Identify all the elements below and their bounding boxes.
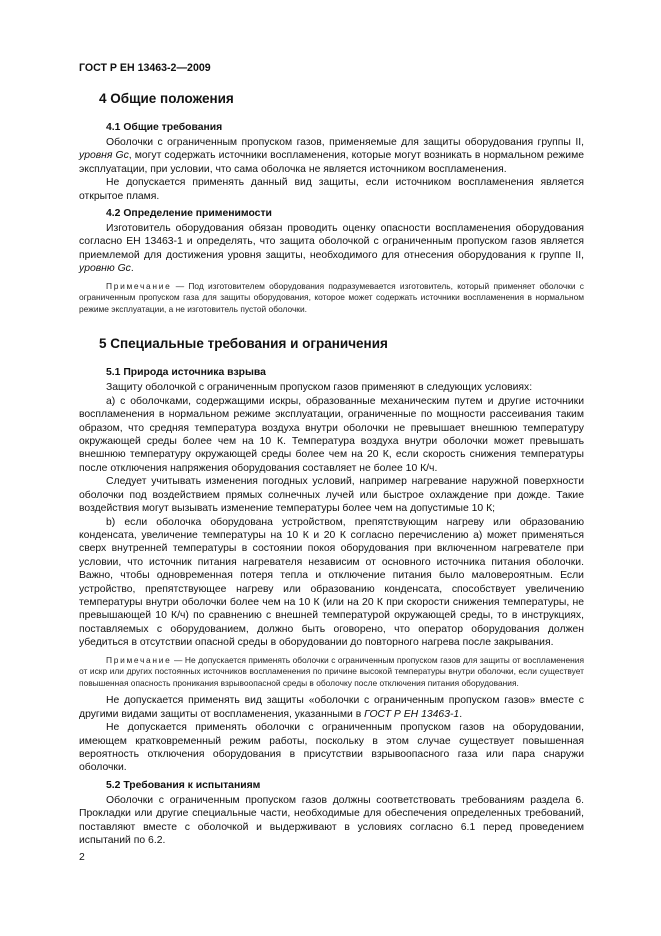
paragraph-5-1-3: Не допускается применять вид защиты «оболочки с ограниченным пропуском газов» вместе с другими видами защиты от воспламенения, указанными в ГОСТ Р ЕН 13463-1. bbox=[79, 695, 584, 720]
section-4-title: 4 Общие положения bbox=[99, 91, 234, 106]
section-5-title: 5 Специальные требования и ограничения bbox=[99, 336, 388, 352]
document-page bbox=[79, 62, 584, 847]
paragraph-5-1-b: b) если оболочка оборудована устройством, препятствующим нагреву или образованию конденсата, увеличение температуры на 10 К и 20 К согласно перечислению a) может применяться сверх внутренней температуры в состоянии покоя оборудования при включенном нагревателе при условии, что источник питания нагревателя независим от основного источника питания оболочки. Важно, чтобы одновременная потеря тепла и отключение питания было маловероятным. Если устройство, препятствующее нагреву или образованию конденсата, способствует увеличению температуры внутри оболочки более чем на 10 К (или на 20 К при скорости снижения температуры, не превышающей 10 К/ч) по сравнению с внешней температурой окружающей среды, то в инструкциях, поставляемых с оборудованием, должно быть оговорено, что оператор оборудования должен убедиться в отсутствии опасной среды в оборудовании до повторного нагрева после закрывания. bbox=[79, 516, 584, 649]
paragraph-5-1-2: Следует учитывать изменения погодных условий, например нагревание наружной поверхности оболочки под воздействием прямых солнечных лучей или быстрое охлаждение при дожде. Такие воздействия могут вызывать изменение температуры более чем на допустимые 10 К; bbox=[79, 476, 584, 515]
paragraph-5-1-a: a) с оболочками, содержащими искры, образованные механическим путем и другие источники воспламенения в нормальном режиме эксплуатации, ограниченные по мощности рассеивания таким образом, что средняя температура воздуха внутри оболочки не превышает внешнюю температуру окружающей среды более чем на 10 К. Температура воздуха внутри оболочки может превышать внешнюю температуру окружающей среды более чем на 20 К, если скорость снижения температуры после отключения напряжения оборудования составляет не более 10 К/ч. bbox=[79, 395, 584, 474]
subsection-5-2-title: 5.2 Требования к испытаниям bbox=[106, 779, 261, 791]
paragraph-5-1-4: Не допускается применять оболочки с ограниченным пропуском газов на оборудовании, имеющем кратковременный режим работы, поскольку в этом случае существует повышенная вероятность отключения оборудования в присутствии взрывоопасного газа или пара снаружи оболочки. bbox=[79, 722, 584, 774]
paragraph-4-1-1: Оболочки с ограниченным пропуском газов, применяемые для защиты оборудования группы II, уровня Gc, могут содержать источники воспламенения, которые могут возникать в нормальном режиме эксплуатации, при условии, что сама оболочка не является источником воспламенения. bbox=[79, 137, 585, 175]
document-header: ГОСТ Р ЕН 13463-2—2009 bbox=[79, 62, 211, 74]
paragraph-4-1-2: Не допускается применять данный вид защиты, если источником воспламенения является открытое пламя. bbox=[79, 177, 584, 202]
paragraph-4-2-1: Изготовитель оборудования обязан проводить оценку опасности воспламенения оборудования согласно ЕН 13463-1 и определять, что защита оболочкой с ограниченным пропуском газов является приемлемой для достижения уровня защиты, необходимого для отнесения оборудования к группе II, уровню Gc. bbox=[79, 223, 584, 275]
subsection-5-1-title: 5.1 Природа источника взрыва bbox=[106, 367, 266, 379]
subsection-4-1-title: 4.1 Общие требования bbox=[106, 122, 223, 133]
note-4-2: Примечание — Под изготовителем оборудования подразумевается изготовитель, который применяет оболочки с ограниченным пропуском газа для защиты оборудования, которое может содержать источники воспламенения в нормальном режиме эксплуатации, а не изготовитель пустой оболочки. bbox=[79, 280, 584, 314]
subsection-4-2-title: 4.2 Определение применимости bbox=[106, 208, 272, 220]
page-number: 2 bbox=[79, 852, 85, 863]
note-5-1: Примечание — Не допускается применять оболочки с ограниченным пропуском газов для защиты от воспламенения от искр или других постоянных источников воспламенения по причине высокой температуры внутри оболочки, если существует повышенная опасность проникания взрывоопасной среды в оболочку после отключения питания оборудования. bbox=[79, 654, 584, 688]
paragraph-5-1-1: Защиту оболочкой с ограниченным пропуском газов применяют в следующих условиях: bbox=[106, 382, 533, 394]
paragraph-5-2-1: Оболочки с ограниченным пропуском газов должны соответствовать требованиям раздела 6. Прокладки или другие специальные части, необходимые для обеспечения определенных требований, поставляют вместе с оболочкой и выдерживают в условиях согласно 6.1 перед проведением испытаний по 6.2. bbox=[79, 794, 584, 846]
